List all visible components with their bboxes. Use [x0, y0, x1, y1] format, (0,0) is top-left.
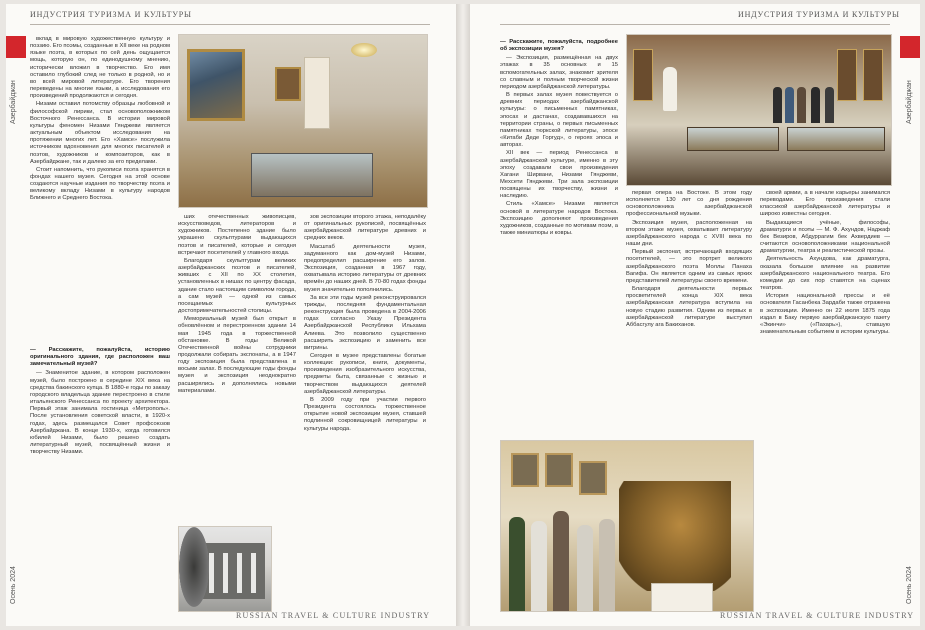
left-red-tab — [6, 36, 26, 58]
paragraph: вклад в мировую художественную культуру и поэзию. Его поэмы, созданные в XII веке на родном языке поэта, в которых по сей день ощущается мощь, которую он, по единодушному мнению, исторически вложил в творчество. Его имя оставило глубокий след не только в родной, но и во всей мировой литературе. Его творения переведены на многие языки, а исследования его произведений продолжаются и сегодня. — [30, 36, 170, 100]
paragraph: Благодаря деятельности первых просветителей конца XIX века азербайджанская литература вступила на новую стадию развития. Одним из первых в азербайджанской литературе выступил Аббасгулу ага Бакиханов. — [626, 286, 752, 328]
tree-shape — [179, 527, 209, 607]
paragraph: Мемориальный музей был открыт в обновлённом и перестроенном здании 14 мая 1945 года в торжественной обстановке. В годы Великой Отечественной войны сотрудники продолжали собирать экспонаты, а в 1947 году экспозиция была представлена в восьми залах. В последующие годы фонды музея и экспозиция неоднократно расширялись и дополнялись новыми материалами. — [178, 316, 296, 394]
paragraph: Масштаб деятельности музея, задуманного как дом-музей Низами, предопределил расширение его залов. Экспозиция, созданная в 1967 году, охватывала историю литературы от древних времён до наших дней. В 70-80 годах фонды музея значительно пополнились. — [304, 243, 426, 293]
right-running-head: ИНДУСТРИЯ ТУРИЗМА И КУЛЬТУРЫ — [738, 10, 900, 19]
painting-shape — [633, 49, 653, 101]
paragraph: ших отечественных живописцев, искусствоведов, литераторов и художников. Постепенно здание было украшено скульптурами выдающихся поэтов и писателей, которые и сегодня встречают посетителей у главного входа. — [178, 214, 296, 256]
exhibition-hall-photo — [626, 34, 892, 186]
right-red-tab — [900, 36, 920, 58]
painting-shape — [863, 49, 883, 101]
door-shape — [304, 57, 330, 129]
right-column-3 — [760, 190, 890, 610]
display-case-shape — [787, 127, 885, 151]
paragraph: Экспозиция музея, расположенная на втором этаже музея, охватывает литературу азербайджанского народа с XVIII века по наши дни. — [626, 219, 752, 248]
museum-building-photo — [178, 526, 272, 612]
left-header-rule — [30, 24, 430, 25]
painting-shape — [275, 67, 301, 101]
statue-shape — [663, 67, 677, 111]
paragraph: Стиль «Хамсе» Низами является основой в литературе народов Востока. Экспозицию дополняют произведения художников, созданные по мотивам поэм, а также миниатюры и ковры. — [500, 201, 618, 237]
bronze-sculpture-shape — [619, 481, 731, 591]
painting-shape — [545, 453, 573, 487]
chandelier-shape — [351, 43, 377, 57]
left-side-label-top: Азербайджан — [10, 80, 17, 124]
left-column-2 — [178, 214, 296, 522]
paragraph: Первый экспонат, встречающий входящих посетителей, — это портрет великого азербайджанского поэта Моллы Панаха Вагифа. Он является одним из самых ярких представителей литературы своего времени. — [626, 249, 752, 284]
paragraph: XII век — период Ренессанса в азербайджанской культуре, именно в эту эпоху создавали свои произведения Хагани Ширвани, Низами Гянджеви, Мехсети Гянджеви. Три зала экспозиции посвящены их творчеству, жизни и наследию. — [500, 150, 618, 200]
paragraph: — Экспозиция, размещённая на двух этажах в 35 основных и 15 вспомогательных залах, знакомит зрителя со славным и полным творческой жизни периодом азербайджанской литературы. — [500, 55, 618, 90]
display-case-shape — [251, 153, 373, 197]
spread-gutter — [456, 4, 470, 626]
left-side-label-bottom: Осень 2024 — [10, 566, 17, 604]
painting-shape — [511, 453, 539, 487]
right-page — [470, 4, 920, 626]
right-side-label-top: Азербайджан — [906, 80, 913, 124]
museum-hall-photo — [178, 34, 428, 208]
paragraph: зов экспозиции второго этажа, неподалёку от оригинальных рукописей, посвящённых азербайджанской литературе древних и средних веков. — [304, 214, 426, 242]
painting-shape — [837, 49, 857, 101]
interview-question: — Расскажите, пожалуйста, историю оригинального здания, где расположен ваш замечательный музей? — [30, 347, 170, 368]
sculpture-base-shape — [651, 583, 713, 612]
paragraph: В первых залах музея повествуется о древних периодах азербайджанской культуры: о письменных памятниках, эпосах и дастанах, создававшихся на территории страны, о первых письменных памятниках тюркской литературы, эпосе «Китаби Деде Горгуд», о героях эпоса и авторах. — [500, 92, 618, 149]
left-column-1 — [30, 36, 170, 336]
right-column-2 — [626, 190, 752, 436]
painting-shape — [579, 461, 607, 495]
paragraph: Деятельность Ахундова, как драматурга, оказала большое влияние на развитие азербайджанского национального театра. Его комедии до сих пор ставятся на сценах театров. — [760, 256, 890, 292]
paragraph: первая опера на Востоке. В этом году исполняется 130 лет со дня рождения основоположника азербайджанской профессиональной музыки. — [626, 190, 752, 218]
left-running-head: ИНДУСТРИЯ ТУРИЗМА И КУЛЬТУРЫ — [30, 10, 192, 19]
paragraph: История национальной прессы и её основателя Гасанбека Зардаби также отражена в экспозиции. Именно он 22 июля 1875 года издал в Баку первую азербайджанскую газету «Экинчи» («Пахарь»), ставшую знаменательным событием в истории культуры. — [760, 293, 890, 335]
left-column-1-lower — [30, 344, 170, 608]
paragraph: Стоит напомнить, что рукописи поэта хранятся в фондах нашего музея. Сегодня на этой основе создаются научные издания по творчеству поэта и великому вкладу Низами в культуру народов Ближнего и Среднего Востока. — [30, 166, 170, 202]
visitors-with-sculpture-photo — [500, 440, 754, 612]
display-case-shape — [687, 127, 779, 151]
interview-question: — Расскажите, пожалуйста, подробнее об экспозиции музея? — [500, 39, 618, 53]
right-running-foot: RUSSIAN TRAVEL & CULTURE INDUSTRY — [720, 611, 915, 620]
paragraph: своей армии, а в начале карьеры занимался переводами. Его произведения стали классикой азербайджанской литературы и широко известны сегодня. — [760, 190, 890, 218]
paragraph: — Знаменитое здание, в котором расположен музей, было построено в середине XIX века на средства бакинского купца. В 1880-е годы по заказу городского владельца здание перестроено в стиле итальянского Ренессанса по проекту архитектора. Первый этаж занимала гостиница «Метрополь». После установления советской власти, в 1920-х годах, здесь размещался Совет профсоюзов Азербайджана. В конце 1930-х, когда готовился юбилей Низами, было решено создать литературный музей, посвящённый жизни и творчеству Низами. — [30, 370, 170, 456]
right-column-1 — [500, 36, 618, 436]
left-page — [6, 4, 456, 626]
paragraph: Выдающиеся учёные, философы, драматурги и поэты — М. Ф. Ахундов, Наджаф бек Везиров, Абдуррагим бек Ахвердиев — считаются основоположниками национальной драматургии, театра и реалистической прозы. — [760, 219, 890, 255]
paragraph: В 2009 году при участии первого Президента состоялось торжественное открытие новой экспозиции музея, ставшей подлинной сокровищницей литературы и культуры народа. — [304, 396, 426, 432]
paragraph: Сегодня в музее представлены богатые коллекции: рукописи, книги, документы, произведения изобразительного искусства, предметы быта, связанные с жизнью и творчеством выдающихся деятелей азербайджанской литературы. — [304, 352, 426, 395]
right-header-rule — [500, 24, 890, 25]
painting-shape — [187, 49, 245, 121]
left-column-3 — [304, 214, 426, 610]
paragraph: Низами оставил потомству образцы любовной и философской лирики, стал основоположником Восточного Ренессанса. В истории мировой культуры феномен Низами Гянджеви является актуальным объектом исследования на протяжении многих лет. Его «Хамсе» послужила источником вдохновения для многих писателей и поэтов, художников и композиторов, как в Азербайджане, так и далеко за его пределами. — [30, 101, 170, 165]
paragraph: За все эти годы музей реконструировался трижды, последняя фундаментальная реконструкция была проведена в 2004-2006 годах согласно Указу Президента Азербайджанской Республики Ильхама Алиева. Это позволило существенно расширить экспозицию и заменить все витрины. — [304, 294, 426, 351]
paragraph: Благодаря скульптурам великих азербайджанских поэтов и писателей, живших с XII по XX столетия, установленных в нишах по центру фасада, здание стало настоящим символом города, а сам музей — одной из самых посещаемых культурных достопримечательностей столицы. — [178, 257, 296, 315]
left-running-foot: RUSSIAN TRAVEL & CULTURE INDUSTRY — [236, 611, 431, 620]
right-side-label-bottom: Осень 2024 — [906, 566, 913, 604]
